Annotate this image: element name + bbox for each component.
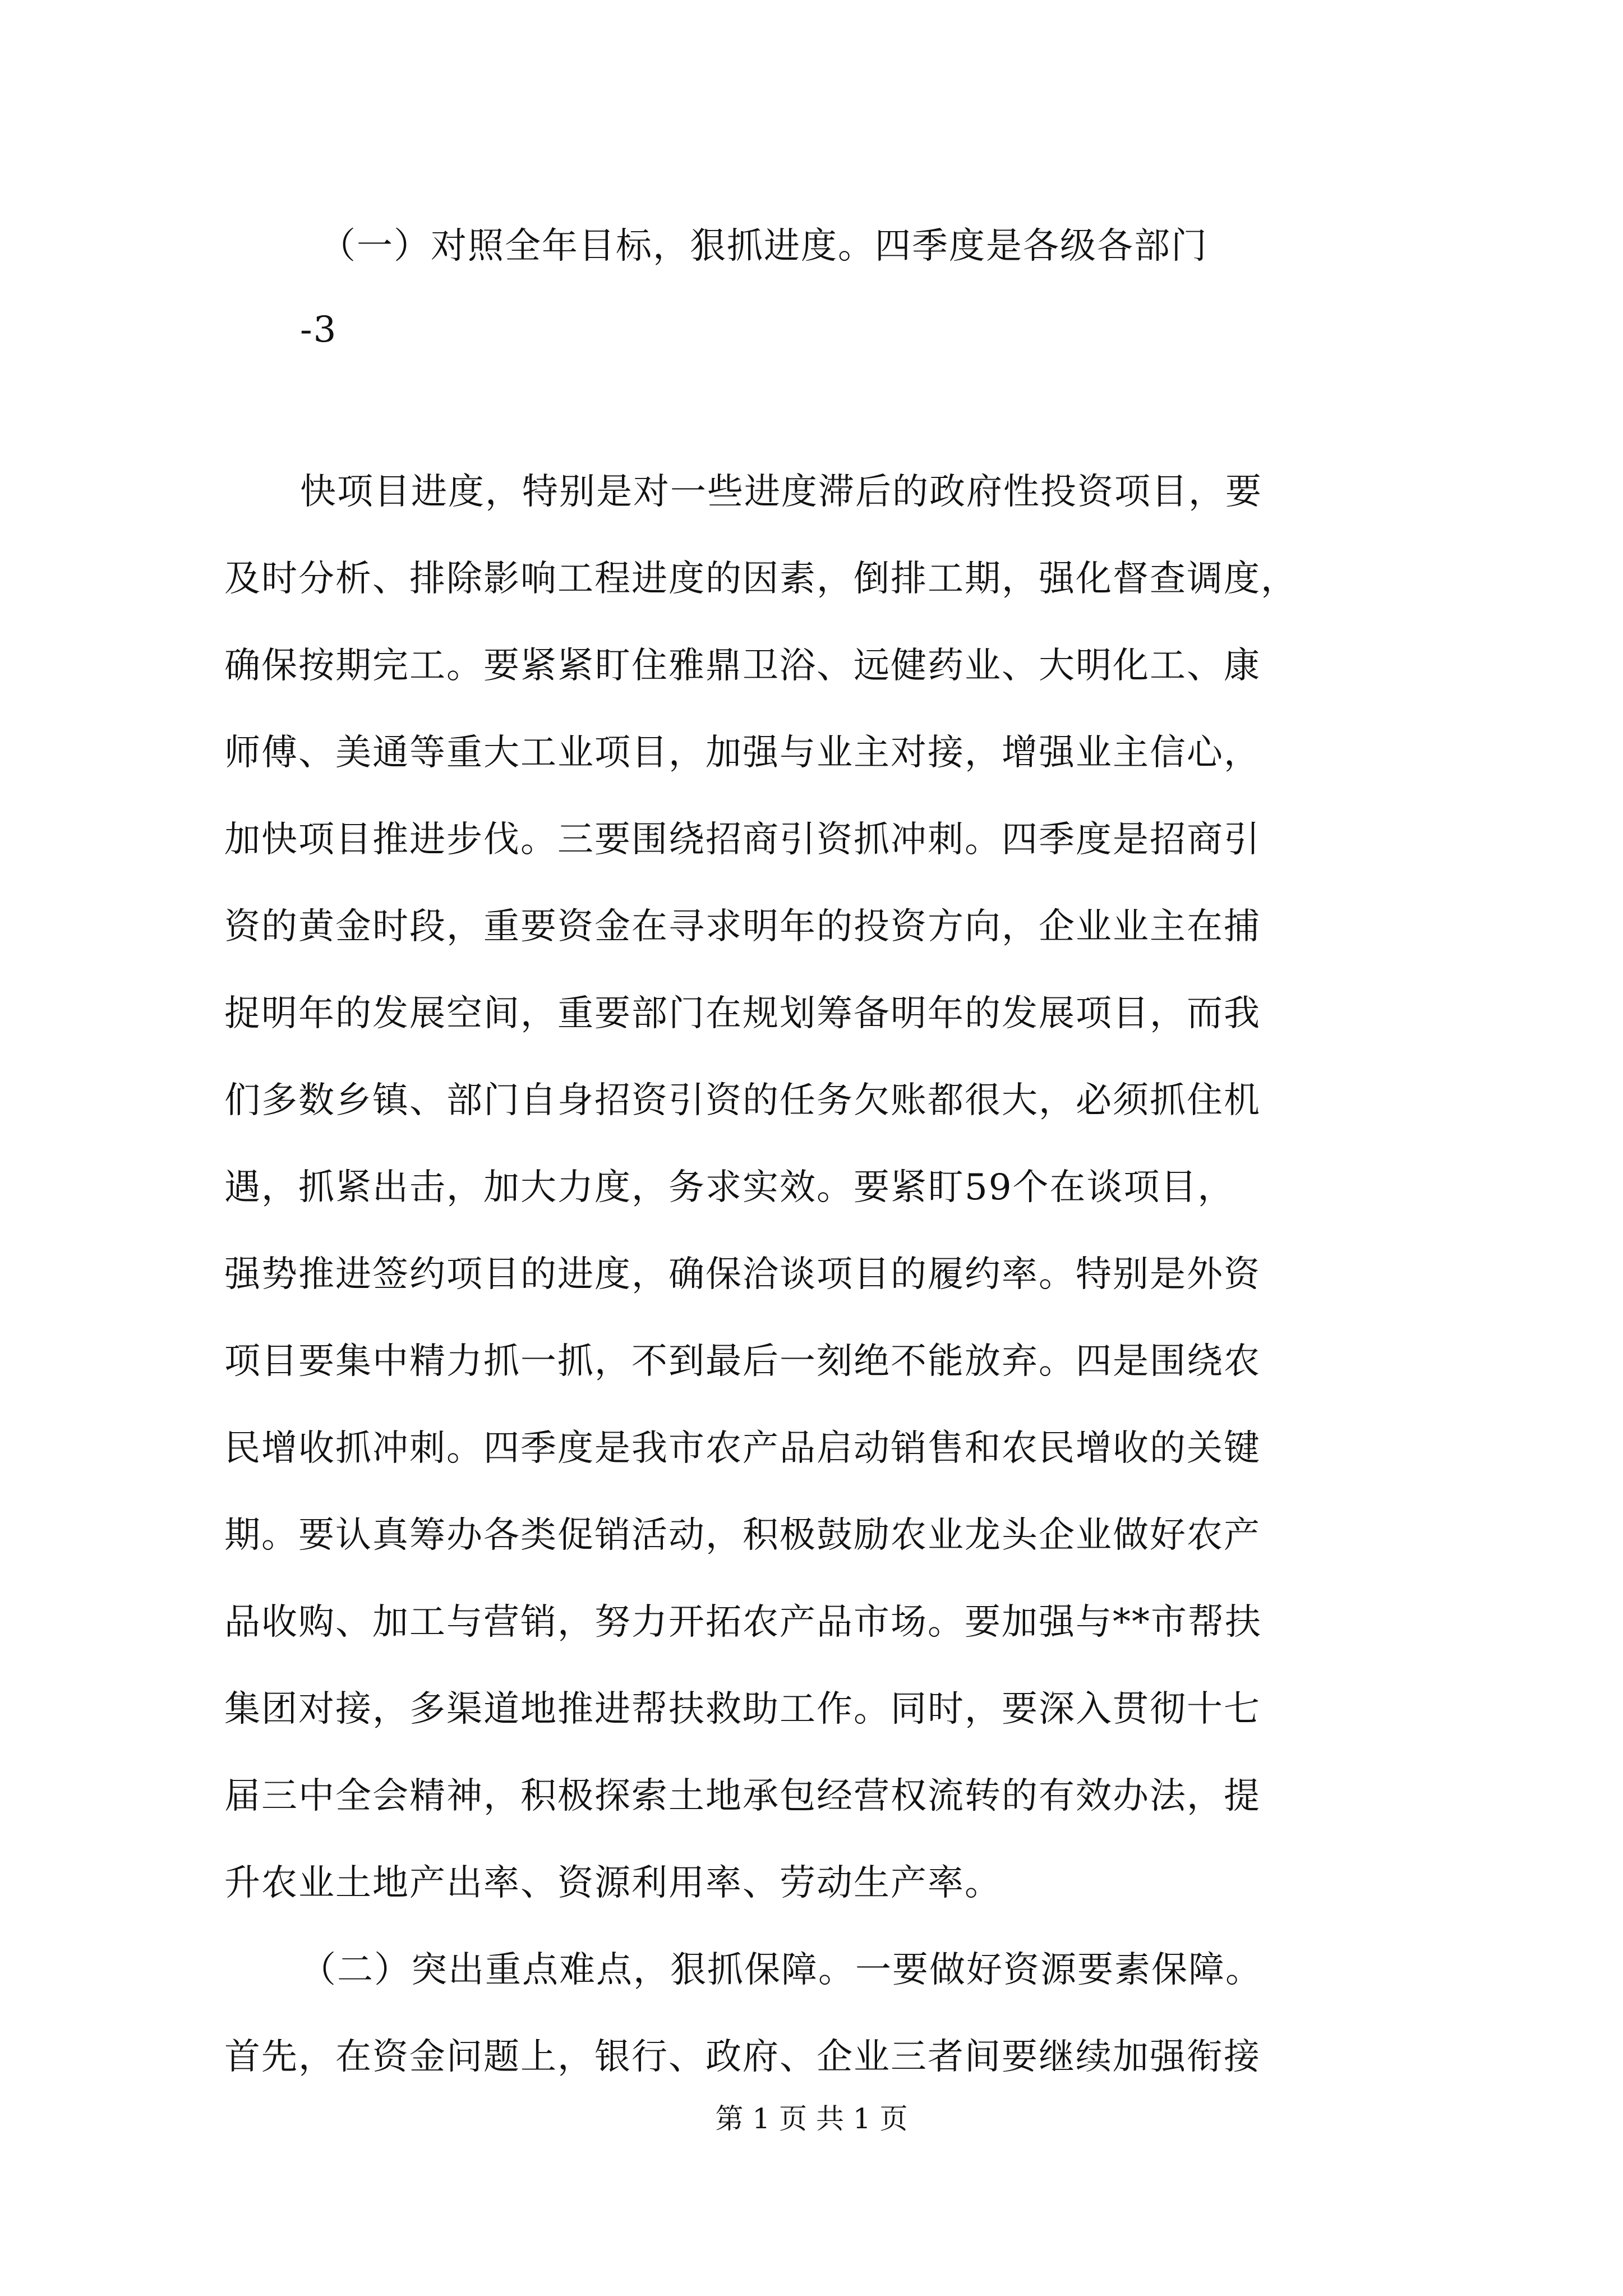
text-line: 升农业土地产出率、资源利用率、劳动生产率。 [224,1862,1002,1904]
text-line: 民增收抓冲刺。四季度是我市农产品启动销售和农民增收的关键 [224,1428,1261,1469]
text-line: 资的黄金时段，重要资金在寻求明年的投资方向，企业业主在捕 [224,906,1261,947]
text-line: 项目要集中精力抓一抓，不到最后一刻绝不能放弃。四是围绕农 [224,1341,1261,1382]
text-line: 捉明年的发展空间，重要部门在规划筹备明年的发展项目，而我 [224,993,1261,1034]
text-line: 品收购、加工与营销，努力开拓农产品市场。要加强与**市帮扶 [224,1602,1262,1643]
text-line: 快项目进度，特别是对一些进度滞后的政府性投资项目，要 [300,471,1262,513]
text-line: 师傅、美通等重大工业项目，加强与业主对接，增强业主信心， [224,732,1261,774]
text-line: （一）对照全年目标，狠抓进度。四季度是各级各部门 [320,226,1208,267]
text-line: 强势推进签约项目的进度，确保洽谈项目的履约率。特别是外资 [224,1254,1261,1295]
text-line: 首先，在资金问题上，银行、政府、企业三者间要继续加强衔接 [224,2036,1261,2078]
text-line: 届三中全会精神，积极探索土地承包经营权流转的有效办法，提 [224,1775,1261,1817]
text-line: （二）突出重点难点，狠抓保障。一要做好资源要素保障。 [300,1949,1262,1991]
text-line: 们多数乡镇、部门自身招资引资的任务欠账都很大，必须抓住机 [224,1080,1261,1121]
text-line: 遇，抓紧出击，加大力度，务求实效。要紧盯59个在谈项目， [224,1167,1235,1208]
text-line: -3 [300,309,338,351]
text-line: 集团对接，多渠道地推进帮扶救助工作。同时，要深入贯彻十七 [224,1688,1261,1730]
page-footer: 第 1 页 共 1 页 [715,2102,908,2135]
text-line: 及时分析、排除影响工程进度的因素，倒排工期，强化督查调度， [224,558,1298,600]
text-line: 加快项目推进步伐。三要围绕招商引资抓冲刺。四季度是招商引 [224,819,1261,861]
text-line: 期。要认真筹办各类促销活动，积极鼓励农业龙头企业做好农产 [224,1515,1261,1556]
text-line: 确保按期完工。要紧紧盯住雅鼎卫浴、远健药业、大明化工、康 [224,645,1261,687]
